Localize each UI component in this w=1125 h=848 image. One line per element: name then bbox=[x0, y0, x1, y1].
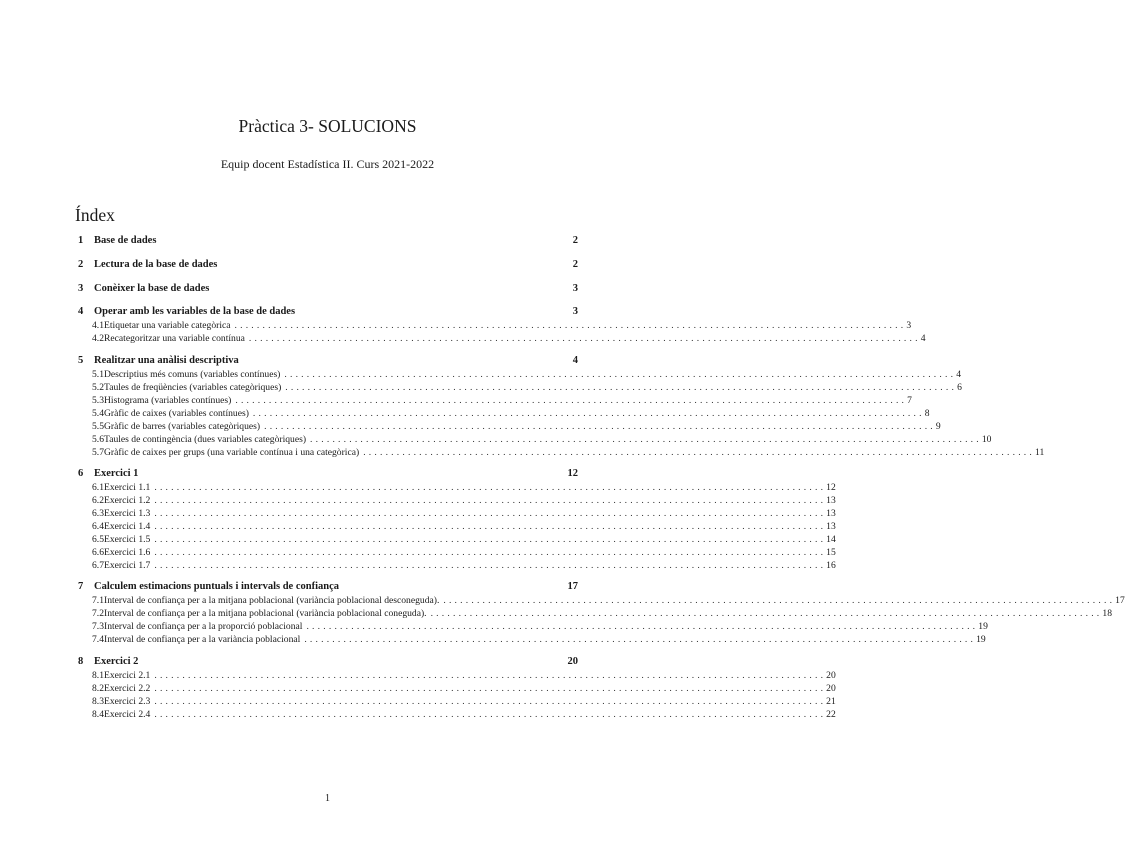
toc-subsection-page: 10 bbox=[981, 434, 992, 445]
toc-section-4[interactable] bbox=[78, 306, 578, 320]
toc-subsection-page: 20 bbox=[826, 683, 836, 694]
toc-section-8[interactable] bbox=[78, 656, 578, 670]
toc-subsection-page: 4 bbox=[956, 369, 961, 380]
toc-subsection-5.7[interactable] bbox=[92, 447, 1045, 459]
toc-subsection-5.5[interactable] bbox=[92, 421, 941, 433]
toc-section-page: 3 bbox=[572, 283, 578, 294]
toc-subsection-page: 8 bbox=[924, 408, 930, 419]
toc-section-page: 3 bbox=[572, 306, 578, 317]
toc-subsection-page: 17 bbox=[1115, 595, 1125, 606]
toc-section-page: 4 bbox=[572, 355, 578, 366]
toc-subsection-page: 16 bbox=[826, 560, 836, 571]
toc-section-number: 3 bbox=[78, 283, 84, 294]
toc-subsection-page: 11 bbox=[1035, 447, 1045, 458]
toc-subsection-4.1[interactable] bbox=[92, 320, 912, 332]
toc-subsection-page: 13 bbox=[826, 521, 836, 532]
toc-subsection-7.2[interactable] bbox=[92, 608, 1112, 620]
toc-section-page: 17 bbox=[567, 581, 578, 592]
toc-leader-dots: ........................................................................................................................ bbox=[154, 560, 827, 571]
toc-subsection-number: 6.1 bbox=[92, 482, 104, 493]
toc-subsection-label: Taules de freqüències (variables categòriques) bbox=[104, 382, 282, 393]
toc-leader-dots: ........................................................................................................................ bbox=[363, 447, 1035, 458]
toc-subsection-5.2[interactable] bbox=[92, 382, 962, 394]
toc-subsection-number: 8.2 bbox=[92, 683, 104, 694]
toc-section-5[interactable] bbox=[78, 355, 578, 369]
toc-subsection-7.1[interactable] bbox=[92, 595, 1125, 607]
toc-subsection-number: 5.1 bbox=[92, 369, 104, 380]
toc-leader-dots: ........................................................................................................................ bbox=[443, 595, 1116, 606]
toc-leader-dots: ........................................................................................................................ bbox=[310, 434, 982, 445]
toc-leader-dots: ........................................................................................................................ bbox=[285, 382, 958, 393]
toc-section-label: Realitzar una anàlisi descriptiva bbox=[94, 355, 239, 366]
toc-subsection-label: Exercici 1.3 bbox=[104, 508, 151, 519]
toc-leader-dots: ........................................................................................................................ bbox=[304, 634, 977, 645]
toc-subsection-number: 5.5 bbox=[92, 421, 104, 432]
toc-leader-dots: ........................................................................................................................ bbox=[284, 369, 957, 380]
toc-subsection-number: 5.7 bbox=[92, 447, 104, 458]
toc-section-7[interactable] bbox=[78, 581, 578, 595]
toc-leader-dots: ........................................................................................................................ bbox=[154, 482, 827, 493]
toc-subsection-label: Exercici 2.3 bbox=[104, 696, 151, 707]
toc-subsection-5.4[interactable] bbox=[92, 408, 930, 420]
toc-subsection-page: 19 bbox=[976, 634, 986, 645]
toc-section-page: 20 bbox=[567, 656, 578, 667]
toc-section-number: 5 bbox=[78, 355, 84, 366]
toc-section-page: 2 bbox=[572, 235, 578, 246]
toc-subsection-5.1[interactable] bbox=[92, 369, 961, 381]
toc-subsection-page: 18 bbox=[1102, 608, 1112, 619]
toc-leader-dots: ........................................................................................................................ bbox=[154, 508, 827, 519]
toc-subsection-number: 6.3 bbox=[92, 508, 104, 519]
toc-subsection-page: 19 bbox=[978, 621, 988, 632]
toc-subsection-page: 9 bbox=[935, 421, 941, 432]
toc-subsection-8.3[interactable] bbox=[92, 696, 836, 708]
toc-section-number: 6 bbox=[78, 468, 84, 479]
toc-section-label: Lectura de la base de dades bbox=[94, 259, 218, 270]
toc-leader-dots: ........................................................................................................................ bbox=[154, 534, 827, 545]
toc-leader-dots: ........................................................................................................................ bbox=[235, 395, 908, 406]
toc-subsection-5.6[interactable] bbox=[92, 434, 992, 446]
toc-leader-dots: ........................................................................................................................ bbox=[252, 408, 925, 419]
toc-subsection-label: Exercici 1.6 bbox=[104, 547, 151, 558]
toc-section-number: 2 bbox=[78, 259, 84, 270]
toc-subsection-label: Exercici 2.2 bbox=[104, 683, 151, 694]
toc-subsection-label: Interval de confiança per a la mitjana poblacional (variància poblacional coneguda). bbox=[104, 608, 427, 619]
toc-section-1[interactable] bbox=[78, 235, 578, 249]
toc-subsection-page: 3 bbox=[906, 320, 912, 331]
toc-subsection-6.1[interactable] bbox=[92, 482, 836, 494]
toc-subsection-label: Exercici 1.4 bbox=[104, 521, 151, 532]
toc-subsection-label: Exercici 1.7 bbox=[104, 560, 151, 571]
toc-section-label: Conèixer la base de dades bbox=[94, 283, 210, 294]
toc-subsection-6.3[interactable] bbox=[92, 508, 836, 520]
toc-subsection-label: Etiquetar una variable categòrica bbox=[104, 320, 231, 331]
toc-subsection-number: 6.4 bbox=[92, 521, 104, 532]
toc-subsection-label: Interval de confiança per a la proporció poblacional bbox=[104, 621, 303, 632]
toc-subsection-number: 5.6 bbox=[92, 434, 104, 445]
toc-subsection-number: 8.1 bbox=[92, 670, 104, 681]
toc-leader-dots: ........................................................................................................................ bbox=[154, 521, 827, 532]
toc-subsection-6.7[interactable] bbox=[92, 560, 836, 572]
toc-subsection-8.1[interactable] bbox=[92, 670, 836, 682]
toc-subsection-number: 4.2 bbox=[92, 333, 104, 344]
toc-subsection-number: 6.7 bbox=[92, 560, 104, 571]
toc-subsection-number: 6.6 bbox=[92, 547, 104, 558]
toc-subsection-6.4[interactable] bbox=[92, 521, 836, 533]
toc-subsection-number: 6.5 bbox=[92, 534, 104, 545]
toc-section-label: Exercici 2 bbox=[94, 656, 139, 667]
toc-subsection-page: 13 bbox=[826, 495, 836, 506]
toc-section-label: Base de dades bbox=[94, 235, 157, 246]
toc-subsection-number: 8.4 bbox=[92, 709, 104, 720]
toc-subsection-5.3[interactable] bbox=[92, 395, 912, 407]
toc-section-2[interactable] bbox=[78, 259, 578, 273]
document-subtitle: Equip docent Estadística II. Curs 2021-2022 bbox=[220, 157, 435, 171]
toc-section-number: 1 bbox=[78, 235, 84, 246]
toc-subsection-number: 8.3 bbox=[92, 696, 104, 707]
toc-subsection-page: 6 bbox=[957, 382, 962, 393]
toc-leader-dots: ........................................................................................................................ bbox=[430, 608, 1103, 619]
toc-subsection-label: Gràfic de caixes (variables contínues) bbox=[104, 408, 249, 419]
toc-section-label: Calculem estimacions puntuals i intervals de confiança bbox=[94, 581, 340, 592]
toc-subsection-number: 6.2 bbox=[92, 495, 104, 506]
toc-subsection-label: Exercici 1.5 bbox=[104, 534, 151, 545]
toc-subsection-label: Taules de contingència (dues variables categòriques) bbox=[104, 434, 307, 445]
toc-subsection-number: 5.4 bbox=[92, 408, 104, 419]
toc-leader-dots: ........................................................................................................................ bbox=[248, 333, 921, 344]
toc-subsection-page: 22 bbox=[826, 709, 836, 720]
toc-leader-dots: ........................................................................................................................ bbox=[154, 696, 827, 707]
toc-subsection-page: 20 bbox=[826, 670, 836, 681]
toc-section-6[interactable] bbox=[78, 468, 578, 482]
page-number: 1 bbox=[325, 793, 330, 804]
toc-subsection-7.3[interactable] bbox=[92, 621, 988, 633]
toc-subsection-7.4[interactable] bbox=[92, 634, 986, 646]
toc-subsection-8.4[interactable] bbox=[92, 709, 836, 721]
toc-subsection-label: Histograma (variables contínues) bbox=[104, 395, 232, 406]
document-title: Pràctica 3- SOLUCIONS bbox=[238, 116, 417, 136]
toc-subsection-label: Exercici 2.1 bbox=[104, 670, 151, 681]
toc-subsection-label: Interval de confiança per a la mitjana poblacional (variància poblacional desconeguda). bbox=[104, 595, 440, 606]
toc-subsection-8.2[interactable] bbox=[92, 683, 836, 695]
toc-subsection-number: 7.1 bbox=[92, 595, 104, 606]
toc-section-page: 2 bbox=[572, 259, 578, 270]
toc-subsection-number: 7.2 bbox=[92, 608, 104, 619]
toc-subsection-page: 4 bbox=[920, 333, 926, 344]
toc-subsection-label: Descriptius més comuns (variables contínues) bbox=[104, 369, 281, 380]
toc-section-3[interactable] bbox=[78, 283, 578, 297]
toc-subsection-label: Interval de confiança per a la variància poblacional bbox=[104, 634, 301, 645]
toc-leader-dots: ........................................................................................................................ bbox=[154, 495, 827, 506]
toc-subsection-number: 4.1 bbox=[92, 320, 104, 331]
toc-leader-dots: ........................................................................................................................ bbox=[154, 670, 827, 681]
toc-heading: Índex bbox=[75, 205, 115, 225]
toc-subsection-number: 7.4 bbox=[92, 634, 104, 645]
toc-subsection-6.6[interactable] bbox=[92, 547, 836, 559]
toc-subsection-6.2[interactable] bbox=[92, 495, 836, 507]
toc-subsection-page: 15 bbox=[826, 547, 836, 558]
toc-leader-dots: ........................................................................................................................ bbox=[306, 621, 979, 632]
toc-subsection-page: 12 bbox=[826, 482, 836, 493]
toc-subsection-page: 7 bbox=[907, 395, 912, 406]
toc-subsection-6.5[interactable] bbox=[92, 534, 836, 546]
toc-section-number: 4 bbox=[78, 306, 84, 317]
toc-section-number: 7 bbox=[78, 581, 84, 592]
toc-section-label: Exercici 1 bbox=[94, 468, 139, 479]
toc-subsection-number: 7.3 bbox=[92, 621, 104, 632]
toc-subsection-page: 13 bbox=[826, 508, 836, 519]
toc-leader-dots: ........................................................................................................................ bbox=[154, 709, 827, 720]
toc-subsection-label: Exercici 1.2 bbox=[104, 495, 151, 506]
toc-section-number: 8 bbox=[78, 656, 84, 667]
toc-section-label: Operar amb les variables de la base de dades bbox=[94, 306, 296, 317]
toc-subsection-page: 14 bbox=[826, 534, 836, 545]
toc-subsection-label: Exercici 2.4 bbox=[104, 709, 151, 720]
toc-subsection-page: 21 bbox=[826, 696, 836, 707]
toc-leader-dots: ........................................................................................................................ bbox=[154, 683, 827, 694]
toc-leader-dots: ........................................................................................................................ bbox=[154, 547, 827, 558]
toc-leader-dots: ........................................................................................................................ bbox=[264, 421, 936, 432]
toc-subsection-number: 5.2 bbox=[92, 382, 104, 393]
toc-subsection-label: Gràfic de barres (variables categòriques) bbox=[104, 421, 261, 432]
toc-subsection-4.2[interactable] bbox=[92, 333, 926, 345]
toc-subsection-number: 5.3 bbox=[92, 395, 104, 406]
toc-subsection-label: Exercici 1.1 bbox=[104, 482, 151, 493]
toc-subsection-label: Gràfic de caixes per grups (una variable contínua i una categòrica) bbox=[104, 447, 360, 458]
toc-subsection-label: Recategoritzar una variable contínua bbox=[104, 333, 245, 344]
toc-leader-dots: ........................................................................................................................ bbox=[234, 320, 907, 331]
toc-section-page: 12 bbox=[567, 468, 578, 479]
